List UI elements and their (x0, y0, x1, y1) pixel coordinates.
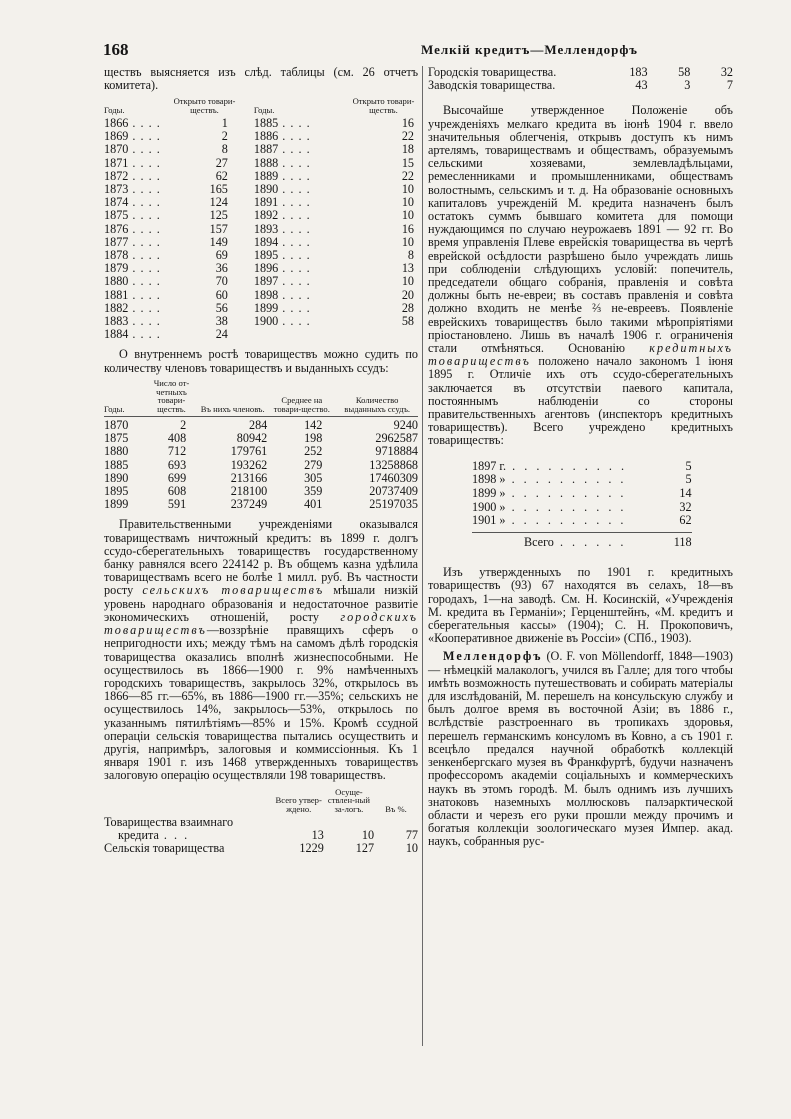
t1-year: 1869 . . . . (104, 130, 173, 143)
t2-year: 1875 (104, 431, 129, 446)
t1-year: 1882 . . . . (104, 302, 173, 315)
t3-row1-collateral: 10 (361, 828, 375, 843)
t4-total-value: 118 (673, 534, 692, 549)
t1-year-2 (236, 328, 349, 341)
t4-row (472, 487, 692, 501)
t2-year: 1885 (104, 457, 129, 472)
t2-year: 1880 (104, 444, 129, 459)
t1-count-2: 10 (401, 182, 414, 197)
t1-count: 165 (209, 182, 228, 197)
t3-row4-percent: 7 (726, 78, 733, 93)
t1-year-2: 1897 . . . . (236, 275, 349, 288)
t2-count: 608 (167, 484, 187, 499)
paragraph-internal-growth: О внутреннемъ ростѣ товариществъ можно судить по количеству членовъ товариществъ и выданныхъ ссудъ: (104, 347, 418, 375)
t2-members: 284 (248, 418, 268, 433)
entry-headword: Меллендорфъ (443, 649, 543, 664)
t1-count: 69 (215, 248, 228, 263)
t4-count: 14 (679, 486, 692, 501)
t1-year: 1878 . . . . (104, 249, 173, 262)
column-divider (422, 66, 423, 1046)
t1-year: 1879 . . . . (104, 262, 173, 275)
t1-count-2: 10 (401, 195, 414, 210)
t1-count-2: 13 (401, 261, 414, 276)
t1-count: 2 (221, 129, 228, 144)
t1-row (104, 275, 418, 288)
t4-year-text: 1897 г. (472, 458, 507, 473)
t2-year: 1895 (104, 484, 129, 499)
t1-count-2: 10 (401, 234, 414, 249)
t4-year: 1900 » . . . . . . . . . . (472, 499, 627, 514)
t3-row3-percent: 32 (720, 65, 733, 79)
t2-members: 213166 (230, 470, 268, 485)
t1-year-2: 1891 . . . . (236, 196, 349, 209)
t1-count-2: 28 (401, 300, 414, 315)
t4-count: 5 (685, 472, 692, 487)
t1-header-opened-2: Открыто товари-ществъ. (352, 96, 415, 116)
paragraph-government-credit (104, 518, 418, 782)
t2-average: 252 (304, 444, 323, 459)
t1-year: 1866 . . . . (104, 117, 173, 130)
t2-average: 279 (304, 457, 323, 472)
t1-row (104, 209, 418, 222)
t1-count: 157 (209, 221, 228, 236)
t3-row4-collateral: 3 (684, 78, 691, 93)
t1-row (104, 157, 418, 170)
t4-row (472, 473, 692, 487)
t2-count: 699 (167, 470, 187, 485)
page-number: 168 (103, 40, 129, 59)
t2-header-years: Годы. (104, 404, 125, 415)
t3-row2-label: Сельскія товарищества (104, 841, 225, 856)
t2-row (104, 445, 418, 458)
t1-count: 149 (209, 234, 228, 249)
t1-year-2: 1900 . . . . (236, 315, 349, 328)
t2-header-average: Среднее на товари-щество. (273, 395, 330, 415)
t2-loans: 20737409 (369, 484, 418, 499)
para3-part-c: —воззрѣніе правящихъ сферъ о непригодности ихъ; между тѣмъ на самомъ дѣлѣ городскія товарищества оказались вполнѣ жизнеспособными. Не осуществилось въ 1866—1900 г. 9% намѣченныхъ городскихъ товариществъ, закрылось 32%, открылось въ 1866—85 гг.—65%, въ 1886—1900 гг.—35%; сельскихъ не осуществилось 14%, закрылось—53%, открылось по указаннымъ пятилѣтіямъ—85% и 15%. Кромѣ ссудной операціи сельскія товарищества пытались осуществить и другія, напримѣръ, залоговыя и коммиссіонныя. Къ 1 января 1901 г. изъ 1468 утвержденныхъ товариществъ залоговую операцію осуществляли 198 товариществъ. (104, 623, 418, 783)
t3-header-approved: Всего утвер-ждено. (275, 795, 322, 815)
t1-body (104, 117, 418, 341)
t1-year: 1877 . . . . (104, 236, 173, 249)
t4-year-text: 1900 » (472, 499, 506, 514)
t1-year-2: 1895 . . . . (236, 249, 349, 262)
t2-loans: 2962587 (375, 431, 418, 446)
t1-year-2: 1899 . . . . (236, 302, 349, 315)
t2-average: 142 (304, 418, 323, 433)
t1-count: 125 (209, 208, 228, 223)
t1-year-2: 1892 . . . . (236, 209, 349, 222)
t4-total-label: Всего . . . . . . (524, 534, 627, 549)
t2-header-members: Въ нихъ членовъ. (200, 404, 265, 415)
t3-row4-label: Заводскія товарищества. (428, 78, 556, 93)
para4-part-a: Высочайше утвержденное Положеніе объ учрежденіяхъ мелкаго кредита въ іюнѣ 1904 г. ввело значительныя облегченія, открывъ доступъ къ нимъ артелямъ, товариществамъ и обществамъ, образуемымъ сельскими хозяевами, землевладѣльцами, ремесленниками и промышленниками, обществамъ волостнымъ, сельскимъ и т. д. На образованіе основныхъ капиталовъ учрежденій М. кредита назначенъ былъ остатокъ суммъ бывшаго комитета для помощи нуждающимся по случаю неурожаевъ 1891 — 92 гг. Во время управленія Плеве еврейскія товарищества въ чертѣ еврейской осѣдлости разрѣшено было учреждать лишь при соблюденіи слѣдующихъ условій: попечитель, председатели общаго собранія, правленія и совѣта должны быть не-евреи; въ составъ правленія и совѣта должно входить не менѣе ⅔ не-евреевъ. Появленіе еврейскихъ товариществъ было такими мѣропріятіями пріостановлено. Лишь въ началѣ 1906 г. ограниченія стали отмѣняться. Основанію (428, 103, 733, 356)
t1-count: 1 (221, 116, 228, 130)
t1-year: 1880 . . . . (104, 275, 173, 288)
t1-header-opened: Открыто товари-ществъ. (173, 96, 236, 116)
entry-mollendorff (428, 650, 733, 848)
running-title: Мелкій кредитъ—Меллендорфъ (421, 42, 638, 57)
paragraph-sources: Изъ утвержденныхъ по 1901 г. кредитныхъ товариществъ (93) 67 находятся въ селахъ, 18—въ городахъ, 1—на заводѣ. См. Н. Косинскій, «Учрежденія М. кредита въ Германіи»; Герценштейнъ, «М. кредитъ и сберегательныя кассы» (1904); С. Н. Прокоповичъ, «Кооперативное движеніе въ Россіи» (СПб., 1903). (428, 565, 733, 646)
t1-count-2: 16 (401, 116, 414, 130)
t1-year-2: 1896 . . . . (236, 262, 349, 275)
t2-row (104, 459, 418, 472)
t1-count-2: 10 (401, 274, 414, 289)
t3-row1-approved: 13 (311, 828, 324, 843)
t1-year-2: 1886 . . . . (236, 130, 349, 143)
t3-row1-label-b: кредита . . . (118, 828, 190, 843)
t3-row2-approved: 1229 (299, 841, 324, 856)
t2-members: 218100 (230, 484, 268, 499)
t1-header-years: Годы. (104, 105, 125, 116)
t3-row3-approved: 183 (629, 65, 648, 79)
t1-year: 1884 . . . . (104, 328, 173, 341)
t1-year: 1875 . . . . (104, 209, 173, 222)
t2-loans: 25197035 (369, 497, 418, 512)
t1-year: 1870 . . . . (104, 143, 173, 156)
t2-year: 1899 (104, 497, 129, 512)
t2-loans: 9718884 (375, 444, 418, 459)
t1-count-2: 22 (401, 168, 414, 183)
left-column (104, 66, 418, 856)
t2-year: 1870 (104, 418, 129, 433)
t1-row (104, 289, 418, 302)
running-header (103, 40, 731, 62)
t1-year-2: 1898 . . . . (236, 289, 349, 302)
t2-members: 80942 (236, 431, 268, 446)
t2-average: 359 (304, 484, 323, 499)
table-openings-by-year (104, 97, 418, 341)
para4-part-b: положено начало закономъ 1 іюня 1895 г. Отличіе ихъ отъ ссудо-сберегательныхъ заключается въ отсутствіи паевого капитала, постояннымъ наблюденіи со стороны правительственныхъ агентовъ (инспекторъ кредитныхъ товариществъ). Всего учреждено кредитныхъ товариществъ: (428, 354, 733, 448)
t4-count: 32 (679, 499, 692, 514)
t1-count-2: 10 (401, 208, 414, 223)
t4-year: 1901 » . . . . . . . . . . (472, 513, 627, 528)
t1-count: 70 (215, 274, 228, 289)
t2-average: 401 (304, 497, 323, 512)
t4-row (472, 514, 692, 528)
t1-count-2: 15 (401, 155, 414, 170)
t4-year-text: 1898 » (472, 472, 506, 487)
t2-loans: 13258868 (369, 457, 418, 472)
t4-year-text: 1899 » (472, 486, 506, 501)
t2-loans: 9240 (393, 418, 418, 433)
table-collateral (104, 788, 418, 856)
right-column (428, 66, 733, 849)
t2-members: 179761 (230, 444, 268, 459)
t2-average: 305 (304, 470, 323, 485)
t4-row (472, 460, 692, 474)
t1-year-2: 1893 . . . . (236, 223, 349, 236)
t1-row (104, 143, 418, 156)
t3-row1-label-a: Товарищества взаимнаго (104, 814, 234, 829)
t1-year: 1871 . . . . (104, 157, 173, 170)
para3-part-b: мѣшали низкій уровень народнаго образованія и недостаточное развитіе экономическихъ отношеній, росту (104, 583, 418, 624)
t3-row3-label: Городскія товарищества. (428, 65, 557, 79)
t1-year: 1874 . . . . (104, 196, 173, 209)
t2-row (104, 498, 418, 511)
t1-row (104, 223, 418, 236)
t1-year: 1876 . . . . (104, 223, 173, 236)
t1-count-2: 22 (401, 129, 414, 144)
entry-text: (O. F. von Möllendorff, 1848—1903) — нѣмецкій малакологъ, учился въ Галле; для того чтобы имѣть возможность путешествовать и собирать матеріалы для изслѣдованій, М. перешелъ на консульскую службу и былъ долгое время въ восточной Азіи; въ 1886 г., вслѣдствіе разстроеннаго въ тропикахъ здоровья, перешелъ германскимъ консуломъ въ Ковно, а съ 1901 г. всецѣло предался научной обработкѣ коллекцій зенкенбергскаго музея въ Франкфуртѣ, будучи назначенъ профессоромъ академіи соціальныхъ и коммерческихъ наукъ въ этомъ городѣ. М. былъ однимъ изъ лучшихъ знатоковъ наземныхъ моллюсковъ палэарктической области и черезъ его руки прошли между прочимъ и богатыя коллекціи зоологическаго музея Импер. акад. наукъ, собранныя рус- (428, 649, 733, 849)
t3-row1-label-b-text: кредита (118, 828, 159, 843)
t2-body (104, 419, 418, 511)
t2-count: 693 (167, 457, 187, 472)
para4-italic-credit: кредитныхъ товариществъ (428, 341, 733, 369)
t2-year: 1890 (104, 470, 129, 485)
paragraph-regulation-1904 (428, 104, 733, 447)
t3-row2-collateral: 127 (355, 841, 375, 856)
table-collateral-continued (428, 66, 733, 92)
t2-average: 198 (304, 431, 323, 446)
para3-part-a: Правительственными учрежденіями оказывался товариществамъ ничтожный кредитъ: въ 1899 г. долгъ ссудо-сберегательныхъ товариществъ государственному банку равнялся всего 224142 р. Въ общемъ казна удѣлила товариществамъ всего не болѣе 1 милл. руб. Въ частности росту (104, 517, 418, 598)
t1-year-2: 1894 . . . . (236, 236, 349, 249)
t1-year-2: 1887 . . . . (236, 143, 349, 156)
t1-count: 38 (215, 314, 228, 329)
t3-header-percent: Въ %. (385, 804, 407, 815)
t1-row (104, 328, 418, 341)
t4-year-text: 1901 » (472, 513, 506, 528)
t1-count: 36 (215, 261, 228, 276)
t3-row1-percent: 77 (405, 828, 418, 843)
t1-count: 60 (215, 287, 228, 302)
t3-row4-approved: 43 (635, 78, 648, 93)
t1-year-2: 1888 . . . . (236, 157, 349, 170)
t1-count-2: 58 (401, 314, 414, 329)
t2-loans: 17460309 (369, 470, 418, 485)
t4-year: 1899 » . . . . . . . . . . (472, 486, 627, 501)
t3-row3-collateral: 58 (678, 65, 691, 79)
t4-body (472, 460, 692, 528)
t1-year: 1872 . . . . (104, 170, 173, 183)
para3-italic-rural: сельскихъ товариществъ (142, 583, 325, 598)
t1-count: 8 (221, 142, 228, 157)
t4-year: 1898 » . . . . . . . . . . (472, 472, 627, 487)
t3-header-collateral: Осуще-ствлен-ный за-логъ. (327, 786, 370, 815)
t4-row (472, 500, 692, 514)
t1-count: 62 (215, 168, 228, 183)
t1-year: 1883 . . . . (104, 315, 173, 328)
t1-year-2: 1885 . . . . (236, 117, 349, 130)
intro-text: ществъ выясняется изъ слѣд. таблицы (см. 26 отчетъ комитета). (104, 65, 418, 93)
t2-members: 237249 (230, 497, 268, 512)
t2-count: 408 (167, 431, 187, 446)
table-credit-societies (472, 460, 692, 550)
t2-header-loans: Количество выданныхъ ссудъ. (344, 395, 411, 415)
t4-year: 1897 г. . . . . . . . . . . (472, 458, 628, 473)
t2-count: 2 (180, 418, 187, 433)
t1-count: 27 (215, 155, 228, 170)
t2-header-count: Число от-четныхъ товари-ществъ. (153, 377, 190, 415)
t1-count: 124 (209, 195, 228, 210)
t1-count: 24 (215, 327, 228, 342)
t1-count-2: 20 (401, 287, 414, 302)
t1-count-2: 16 (401, 221, 414, 236)
t4-total-label-text: Всего (524, 534, 554, 549)
t4-count: 5 (685, 458, 692, 473)
table-members-loans (104, 379, 418, 512)
t4-count: 62 (679, 513, 692, 528)
t1-year: 1881 . . . . (104, 289, 173, 302)
t2-members: 193262 (230, 457, 268, 472)
t1-count: 56 (215, 300, 228, 315)
t1-count-2: 8 (407, 248, 414, 263)
t2-count: 591 (167, 497, 187, 512)
t3-row2-percent: 10 (405, 841, 418, 856)
t2-count: 712 (167, 444, 187, 459)
t1-count-2 (349, 328, 418, 341)
t1-year-2: 1889 . . . . (236, 170, 349, 183)
t1-header-years-2: Годы. (253, 105, 275, 116)
t1-count-2: 18 (401, 142, 414, 157)
t3-header-blank (104, 788, 274, 816)
t1-year-2: 1890 . . . . (236, 183, 349, 196)
t1-year: 1873 . . . . (104, 183, 173, 196)
para3-italic-urban: городскихъ товариществъ (104, 609, 418, 638)
